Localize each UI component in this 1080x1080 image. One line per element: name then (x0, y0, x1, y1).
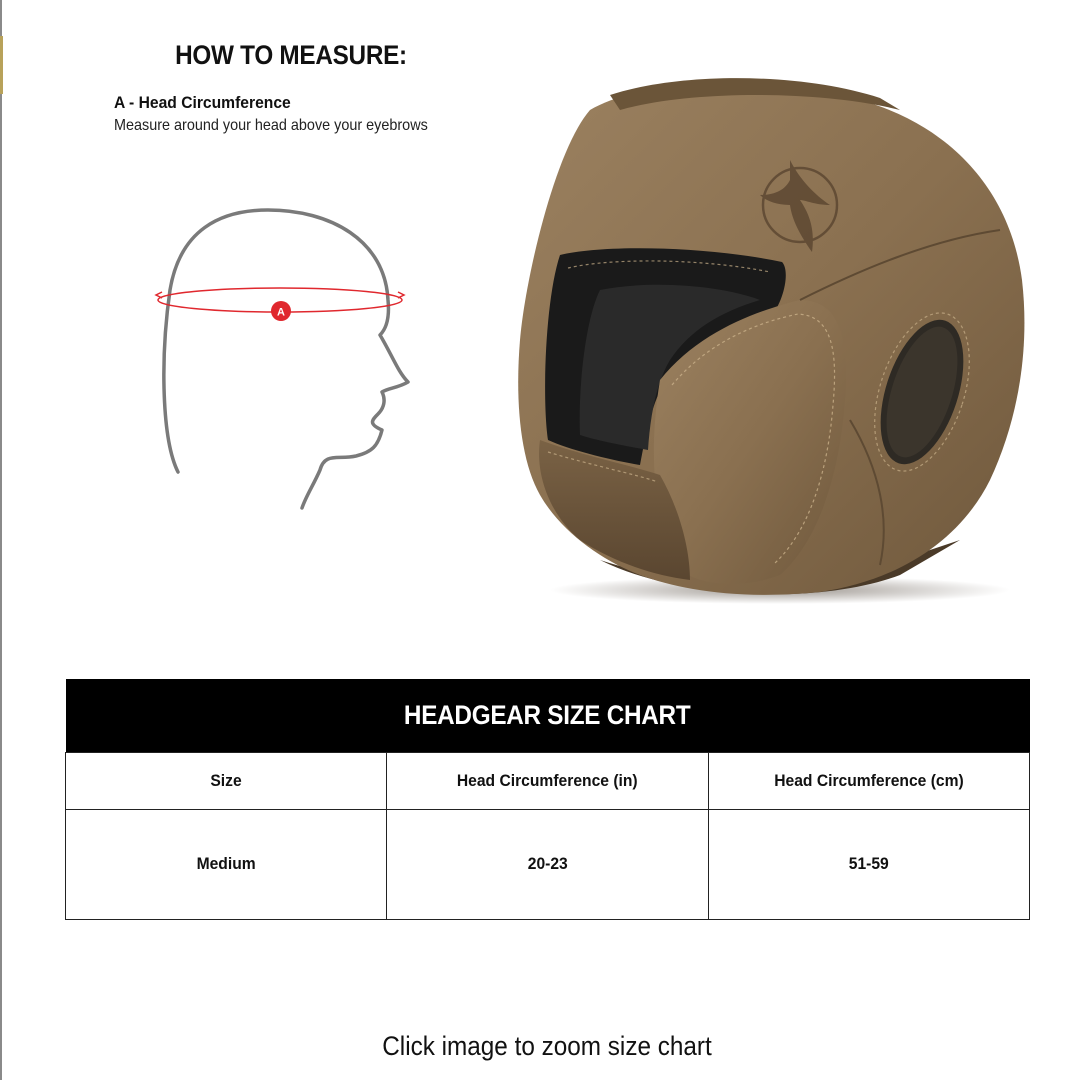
column-header-circumference-cm: Head Circumference (cm) (708, 752, 1029, 809)
head-measure-diagram (140, 195, 430, 520)
headgear-product-image[interactable] (505, 70, 1035, 615)
zoom-size-chart-link[interactable]: Click image to zoom size chart (382, 1031, 712, 1061)
how-to-measure-title: HOW TO MEASURE: (175, 40, 407, 70)
measure-item-label: A - Head Circumference (114, 93, 291, 112)
headgear-size-chart[interactable] (65, 679, 1030, 920)
cell-circumference-cm: 51-59 (708, 809, 1029, 919)
head-outline (164, 210, 408, 508)
measure-arrow-right (398, 292, 404, 298)
size-chart-title-text: HEADGEAR SIZE CHART (404, 699, 691, 730)
cell-circumference-in: 20-23 (387, 809, 708, 919)
column-header-size: Size (66, 752, 387, 809)
column-header-circumference-in: Head Circumference (in) (387, 752, 708, 809)
measure-marker-letter: A (277, 306, 285, 319)
cell-size: Medium (66, 809, 387, 919)
left-edge-border (0, 0, 2, 1080)
left-edge-accent (0, 36, 3, 94)
table-row (66, 809, 1030, 919)
measure-item-description: Measure around your head above your eyebrows (114, 117, 428, 134)
measure-arrow-left (156, 292, 162, 298)
table-header-row (66, 752, 1030, 809)
size-chart-title (66, 679, 1030, 752)
